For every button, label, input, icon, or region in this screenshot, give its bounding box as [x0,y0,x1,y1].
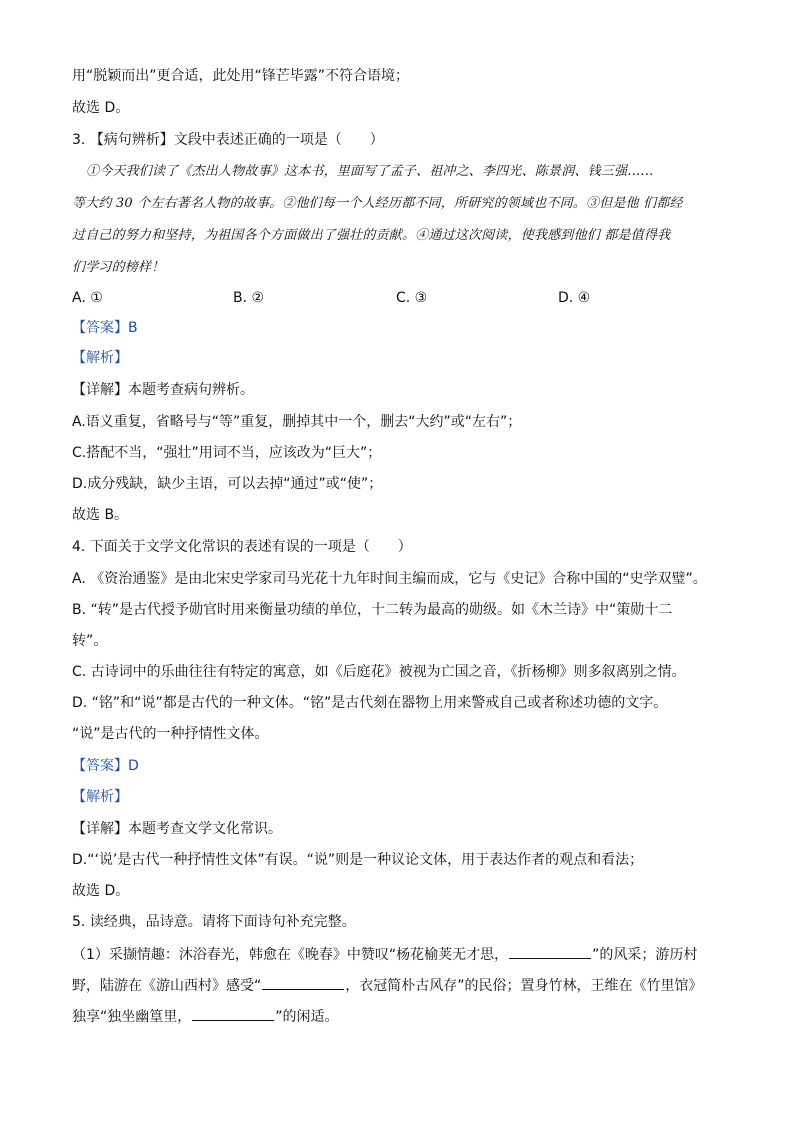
q5-text: 野，陆游在《游山西村》感受“ [72,978,262,994]
q5-text: ，衣冠简朴古风存”的民俗；置身竹林，王维在《竹里馆》 [345,978,703,994]
q5-line-2 [72,975,703,996]
q3-explain-d: D.成分残缺，缺少主语，可以去掉“通过”或“使”； [72,476,383,492]
q3-explain-c: C.搭配不当，“强壮”用词不当，应该改为“巨大”； [72,445,382,461]
q4-choice: 故选 D。 [72,883,130,899]
q3-choice: 故选 B。 [72,507,129,523]
q3-option-b: B. ② [233,290,265,306]
q4-explain-d: D.“‘说’是古代一种抒情性文体”有误。“说”则是一种议论文体，用于表达作者的观点和看法； [72,852,644,868]
q4-analysis-label: 【解析】 [72,789,128,805]
answer-blank[interactable] [262,975,344,990]
q4-option-d-cont: “说”是古代的一种抒情性文体。 [72,726,269,742]
q3-passage-line: ①今天我们读了《杰出人物故事》这本书，里面写了孟子、祖冲之、李四光、陈景润、钱三强…… [86,164,654,179]
q5-text: 独享“独坐幽篁里， [72,1009,192,1025]
q3-detail: 【详解】本题考查病句辨析。 [72,382,254,398]
q4-option-b-cont: 转”。 [72,633,108,649]
q5-line-3 [72,1006,339,1027]
q3-option-a: A. ① [72,290,103,306]
q5-text: （1）采撷情趣：沐浴春光，韩愈在《晚春》中赞叹“杨花榆荚无才思， [72,947,509,963]
text-line: 用“脱颖而出”更合适，此处用“锋芒毕露”不符合语境； [72,68,410,84]
q4-detail: 【详解】本题考查文学文化常识。 [72,821,282,837]
q5-text: ”的闲适。 [275,1009,339,1025]
question-3-title: 3. 【病句辨析】文段中表述正确的一项是（ ） [72,132,384,148]
text-line: 故选 D。 [72,100,130,116]
question-5-title: 5. 读经典，品诗意。请将下面诗句补充完整。 [72,914,356,930]
answer-blank[interactable] [192,1006,274,1021]
q3-passage-line: 们学习的榜样！ [72,260,165,275]
q3-explain-a: A.语义重复，省略号与“等”重复，删掉其中一个，删去“大约”或“左右”； [72,414,522,430]
q4-option-b: B. “转”是古代授予勋官时用来衡量功绩的单位，十二转为最高的勋级。如《木兰诗》中“策勋十二 [72,602,673,618]
q3-passage-line: 等大约 30 个左右著名人物的故事。②他们每一个人经历都不同，所研究的领域也不同。③但是他 们都经 [72,196,683,211]
q4-answer-label: 【答案】D [72,758,139,774]
q3-answer-label: 【答案】B [72,320,138,336]
question-4-title: 4. 下面关于文学文化常识的表述有误的一项是（ ） [72,539,412,555]
answer-blank[interactable] [509,944,591,959]
q4-option-c: C. 古诗词中的乐曲往往有特定的寓意，如《后庭花》被视为亡国之音，《折杨柳》则多叙离别之情。 [72,664,686,680]
q4-option-d: D. “铭”和“说”都是古代的一种文体。“铭”是古代刻在器物上用来警戒自己或者称述功德的文字。 [72,695,668,711]
q3-option-d: D. ④ [558,290,591,306]
q3-passage-line: 过自己的努力和坚持，为祖国各个方面做出了强壮的贡献。④通过这次阅读，使我感到他们 都是值得我 [72,228,671,243]
q3-analysis-label: 【解析】 [72,350,128,366]
q5-text: ”的风采；游历村 [592,947,698,963]
q4-option-a: A. 《资治通鉴》是由北宋史学家司马光花十九年时间主编而成，它与《史记》合称中国的“史学双璧”。 [72,571,707,587]
q5-line-1 [72,944,697,965]
q3-option-c: C. ③ [396,290,428,306]
